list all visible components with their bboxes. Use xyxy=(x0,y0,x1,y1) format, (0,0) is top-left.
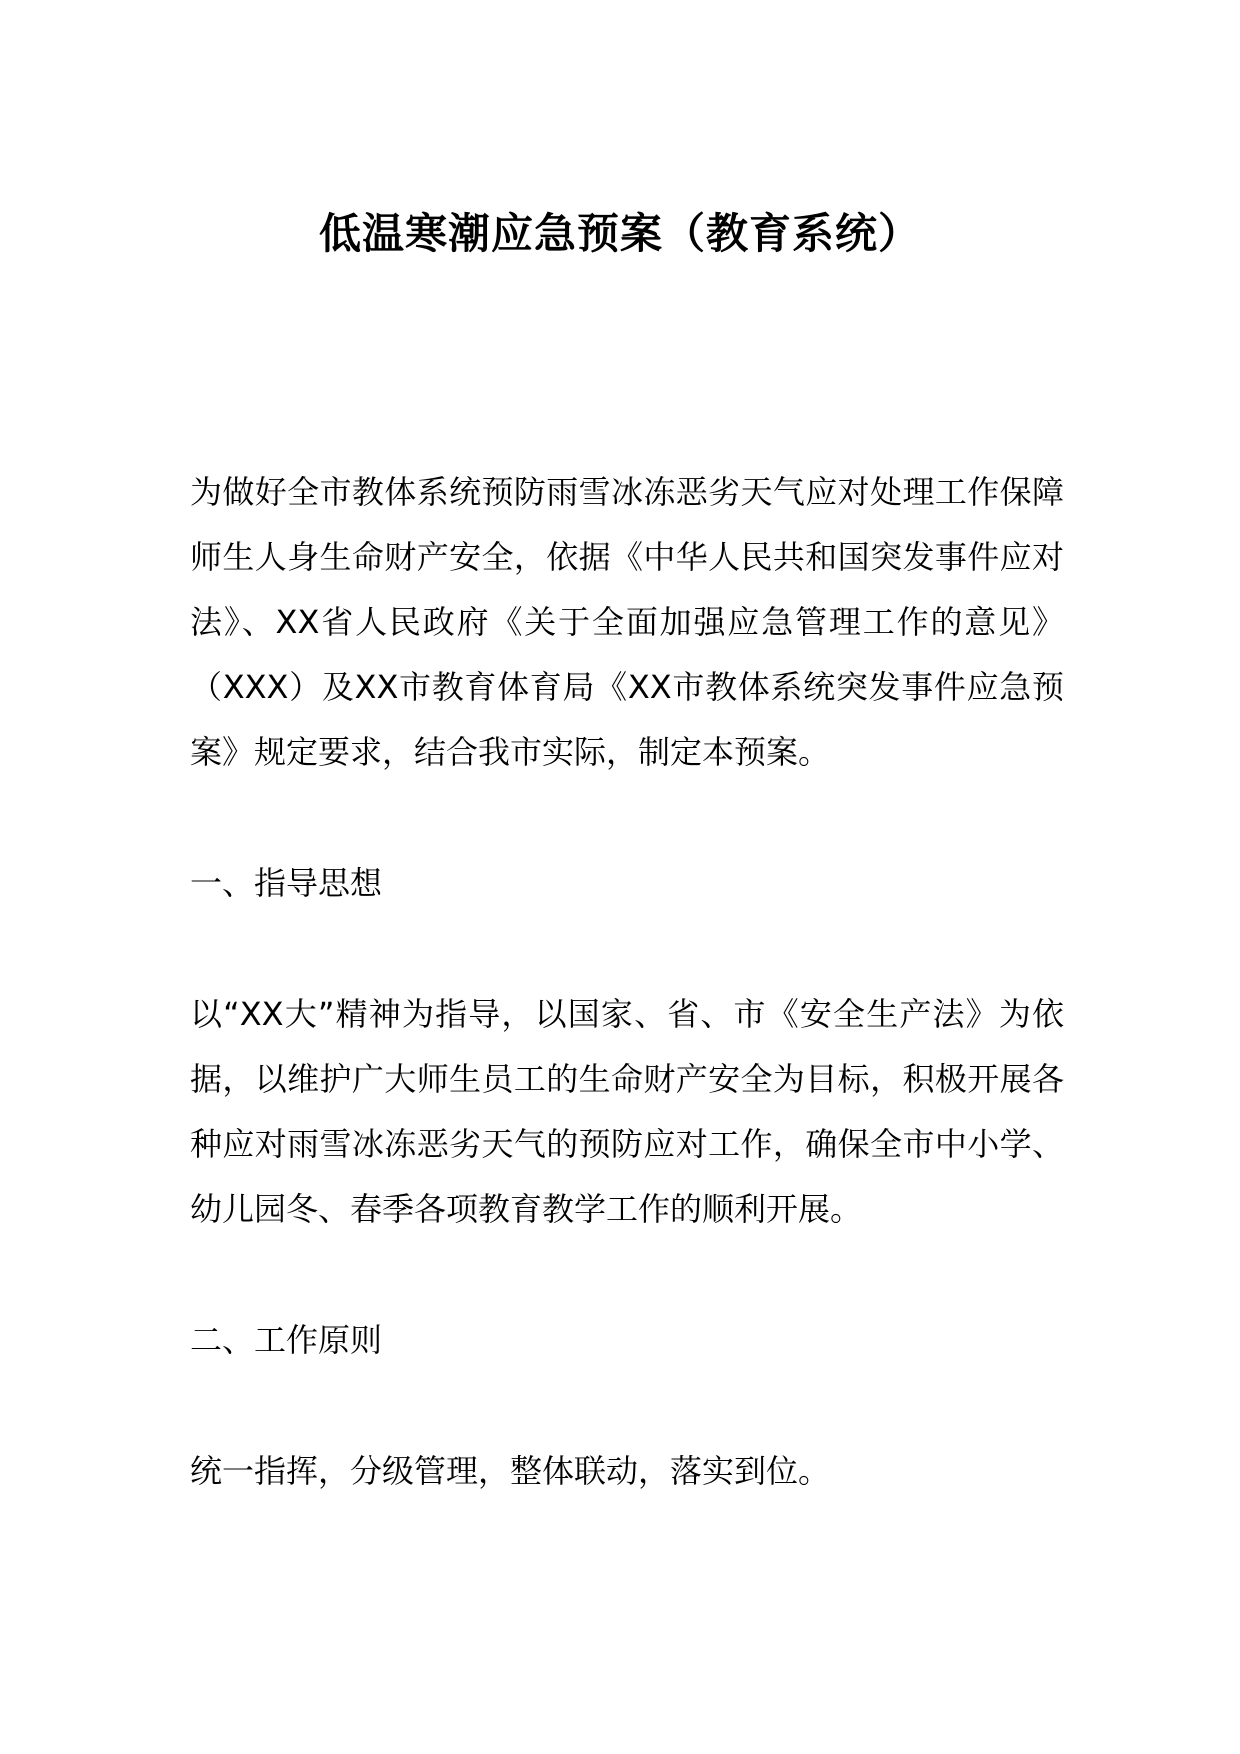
document-title: 低温寒潮应急预案（教育系统） xyxy=(318,209,921,258)
section-heading-work-principles: 二、工作原则 xyxy=(190,1321,383,1359)
section-heading-guiding-ideology: 一、指导思想 xyxy=(190,864,383,902)
section-body-guiding-ideology: 以“XX大”精神为指导，以国家、省、市《安全生产法》为依据，以维护广大师生员工的生命财产安全为目标，积极开展各种应对雨雪冰冻恶劣天气的预防应对工作，确保全市中小学、幼儿园冬、春季各项教育教学工作的顺利开展。 xyxy=(190,995,1064,1228)
document-body xyxy=(190,460,1064,1504)
section-body-work-principles: 统一指挥，分级管理，整体联动，落实到位。 xyxy=(190,1452,831,1490)
intro-paragraph: 为做好全市教体系统预防雨雪冰冻恶劣天气应对处理工作保障师生人身生命财产安全，依据《中华人民共和国突发事件应对法》、XX省人民政府《关于全面加强应急管理工作的意见》（XXX）及XX市教育体育局《XX市教体系统突发事件应急预案》规定要求，结合我市实际，制定本预案。 xyxy=(190,473,1064,771)
